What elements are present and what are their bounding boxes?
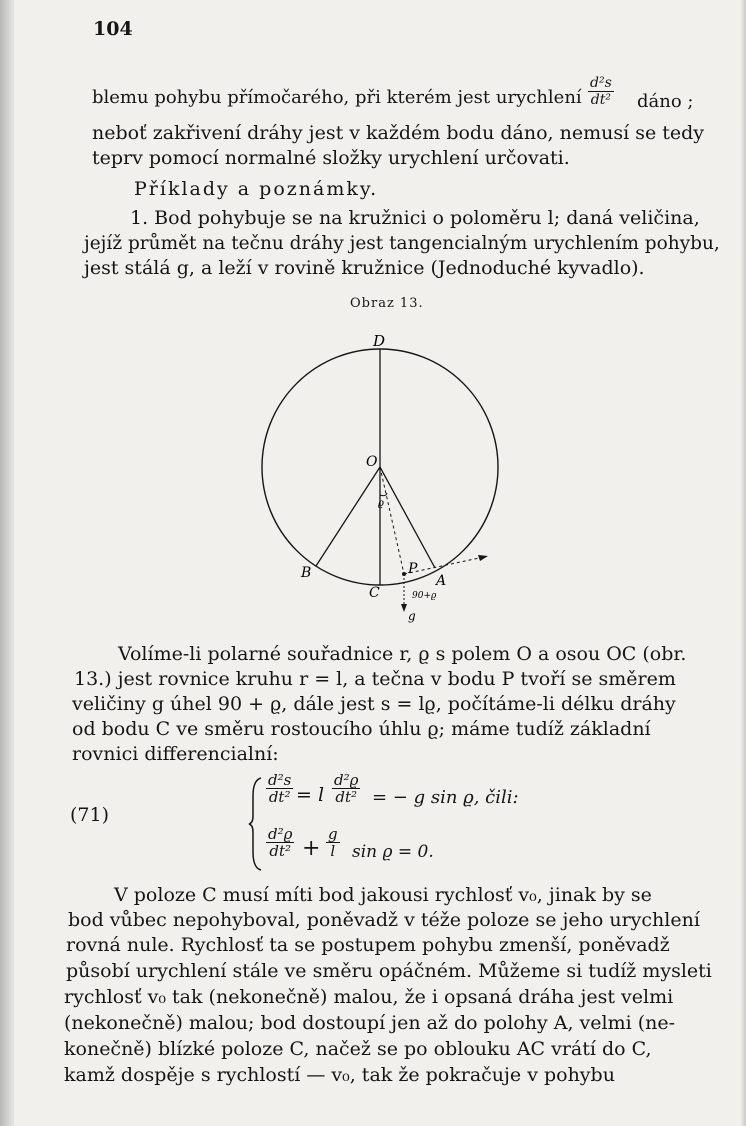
- gravity-arrowhead: [401, 604, 407, 612]
- page-number: 104: [93, 18, 133, 40]
- frac-numerator: d²s: [590, 75, 612, 91]
- para1-line2: neboť zakřivení dráhy jest v každém bodu dáno, nemusí se tedy: [92, 122, 705, 144]
- para3-line4: od bodu C ve směru rostoucího úhlu ϱ; máme tudíž základní: [72, 718, 651, 740]
- tangent-arrowhead: [478, 555, 488, 561]
- radius-ob: [316, 467, 380, 566]
- para1-line1b: dáno ;: [637, 91, 694, 112]
- frac-denominator: dt²: [590, 92, 611, 108]
- eq1-lhs-fraction: [266, 772, 293, 805]
- para4-line4: působí urychlení stále ve směru opáčném. Můžeme si tudíž mysleti: [66, 960, 712, 982]
- eq2-lhs-num: d²ϱ: [268, 825, 293, 843]
- equation-brace: [248, 776, 264, 872]
- eq1-mid-fraction: [332, 772, 360, 805]
- label-d: D: [373, 332, 386, 350]
- eq1-rhs: = − g sin ϱ, čili:: [372, 787, 519, 808]
- para2-line3: jest stálá g, a leží v rovině kružnice (Jednoduché kyvadlo).: [84, 257, 645, 279]
- eq1-lhs-num: d²s: [268, 771, 292, 789]
- para2-line2: jejíž průmět na tečnu dráhy jest tangencialným urychlením pohybu,: [84, 233, 720, 254]
- point-p: [402, 572, 406, 576]
- eq1-equals: = l: [296, 784, 325, 806]
- para3-line1: Volíme-li polarné souřadnice r, ϱ s polem O a osou OC (obr.: [118, 643, 687, 665]
- page-shadow-left: [0, 0, 14, 1126]
- para4-line8: kamž dospěje s rychlostí — v₀, tak že pokračuje v pohybu: [64, 1064, 615, 1086]
- para4-line3: rovná nule. Rychlosť ta se postupem pohybu zmenší, poněvadž: [66, 934, 670, 956]
- eq1-lhs-den: dt²: [268, 788, 291, 806]
- page-shadow-right: [740, 0, 746, 1126]
- label-rho: ϱ: [378, 498, 384, 509]
- eq2-lhs-den: dt²: [269, 842, 292, 860]
- figure-caption: Obraz 13.: [350, 296, 424, 311]
- eq1-mid-den: dt²: [335, 788, 358, 806]
- eq1-mid-num: d²ϱ: [334, 771, 359, 789]
- radius-oa: [380, 467, 435, 568]
- label-o: O: [366, 454, 378, 470]
- para3-line2: 13.) jest rovnice kruhu r = l, a tečna v bodu P tvoří se směrem: [74, 668, 676, 690]
- para4-line2: bod vůbec nepohyboval, poněvadž v téže poloze se jeho urychlení: [68, 909, 700, 931]
- para1-line3: teprv pomocí normalné složky urychlení určovati.: [92, 147, 570, 169]
- eq2-mid-den: l: [330, 842, 336, 860]
- para4-line6: (nekonečně) malou; bod dostoupí jen až do polohy A, velmi (ne-: [64, 1012, 676, 1034]
- label-c: C: [369, 585, 380, 601]
- para1-line1a: blemu pohybu přímočarého, při kterém jest urychlení: [92, 87, 582, 108]
- eq2-lhs-fraction: [266, 826, 294, 859]
- para4-line5: rychlosť v₀ tak (nekonečně) malou, že i opsaná dráha jest velmi: [64, 986, 674, 1008]
- label-angle: 90+ϱ: [412, 591, 437, 601]
- para2-line1: 1. Bod pohybuje se na kružnici o poloměru l; daná veličina,: [130, 207, 700, 229]
- label-p: P: [408, 561, 418, 577]
- eq2-plus: +: [302, 836, 321, 861]
- eq2-rhs: sin ϱ = 0.: [352, 842, 434, 862]
- rho-arc: [380, 493, 387, 496]
- radius-op-dashed: [380, 467, 404, 574]
- eq2-mid-fraction: [326, 826, 340, 859]
- label-a: A: [436, 573, 447, 589]
- para3-line5: rovnici differencialní:: [72, 743, 279, 765]
- para4-line7: konečně) blízké poloze C, načež se po oblouku AC vrátí do C,: [64, 1038, 652, 1060]
- equation-number: (71): [70, 804, 110, 826]
- label-g: g: [408, 609, 416, 623]
- para4-line1: V poloze C musí míti bod jakousi rychlosť v₀, jinak by se: [114, 884, 652, 906]
- label-b: B: [301, 565, 312, 581]
- eq2-mid-num: g: [328, 825, 338, 843]
- para3-line3: veličiny g úhel 90 + ϱ, dále jest s = lϱ, počítáme-li délku dráhy: [72, 693, 676, 715]
- pendulum-figure: [240, 325, 520, 625]
- section-title: Příklady a poznámky.: [134, 178, 379, 200]
- fraction-d2s-dt2: [588, 75, 614, 108]
